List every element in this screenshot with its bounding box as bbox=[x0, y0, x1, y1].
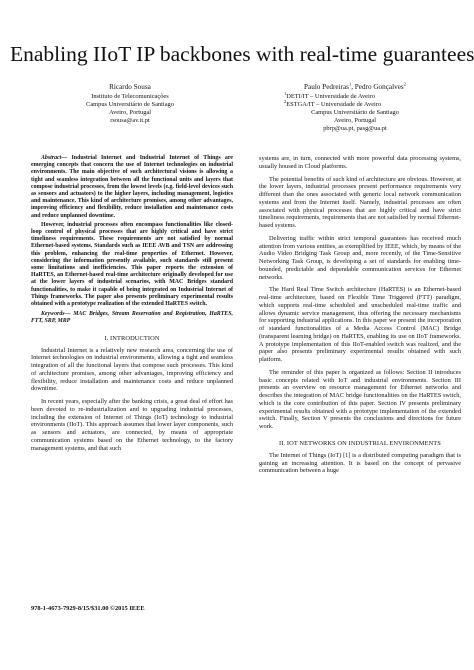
body-paragraph: The potential benefits of such kind of architecture are obvious. However, at the lower layers, industrial processes present performance requirements very different than the ones associated with generic local network communication systems and from the Internet itself. Namely, industrial processes are often associated with physical processes that are highly critical and have strict timeliness requirements, requirements that are not satisfied by normal Ethernet-based systems. bbox=[259, 175, 461, 229]
keywords-lead: Keywords— bbox=[41, 311, 71, 318]
affiliation-marker: 2 bbox=[403, 81, 406, 87]
author-name: Pedro Gonçalves bbox=[354, 83, 404, 91]
affiliation-text: ESTGA/IT – Universidade de Aveiro bbox=[286, 101, 382, 108]
abstract-lead: Abstract— bbox=[41, 155, 68, 161]
body-paragraph: Industrial Internet is a relatively new research area, concerning the use of Internet technologies on industrial environments, allowing a tight and seamless integration of all the functional layers that compose such processes. This kind of architecture promises, among other advantages, improving efficiency and flexibility, reduce installation and maintenance costs and reduce unplanned downtime. bbox=[31, 346, 233, 393]
paper-title: Enabling IIoT IP backbones with real-time guarantees bbox=[10, 42, 474, 66]
author-block-right bbox=[270, 83, 440, 133]
abstract-paragraph: However, industrial processes often encompass functionalities like closed-loop control of physical processes that are highly critical and have strict timeliness requirements. These requirements are not satisfied by normal Ethernet-based systems. Standards such as IEEE AVB and TSN are addressing this problem, enhancing the real-time properties of Ethernet. However, considering the information presently available, such standards still present some limitations and inefficiencies. This paper reports the extension of HaRTES, an Ethernet-based real-time architecture originally developed for use at the lower layers of industrial scenarios, with MAC Bridges standard functionalities, to make it capable of being integrated on Industrial Internet of Things frameworks. The paper also presents preliminary experimental results obtained with a prototype realization of the extended HaRTES switch. bbox=[31, 221, 233, 308]
abstract-paragraph bbox=[31, 155, 233, 220]
keywords-text: MAC Bridges, Stream Reservation and Registration, HaRTES, FTT, SRP, MRP bbox=[31, 311, 233, 325]
right-column bbox=[259, 155, 461, 480]
author-names bbox=[270, 83, 440, 92]
author-name: Ricardo Sousa bbox=[109, 83, 151, 91]
section-heading: II. IOT NETWORKS ON INDUSTRIAL ENVIRONMENTS bbox=[279, 439, 441, 447]
body-paragraph: In recent years, especially after the banking crisis, a great deal of effort has been devoted to re-industrialization and to upgrading industrial processes, including the extension of Internet of Things (IoT) technology to industrial environments (IIoT). This approach assumes that lower layer components, such as sensors and actuators, are connected, by means of appropriate communication systems based on the Ethernet technology, to the factory management systems, and that such bbox=[31, 398, 233, 452]
author-email: pbrp@ua.pt, pasg@ua.pt bbox=[323, 125, 387, 132]
copyright-footer: 978-1-4673-7929-8/15/$31.00 ©2015 IEEE bbox=[31, 605, 145, 612]
affiliation-marker: 2 bbox=[284, 98, 287, 104]
affiliation-line bbox=[270, 90, 440, 101]
left-column bbox=[31, 155, 233, 457]
body-paragraph: systems are, in turn, connected with more powerful data processing systems, usually housed in Cloud platforms. bbox=[259, 155, 461, 170]
author-block-left bbox=[64, 83, 196, 125]
body-paragraph: The Hard Real Time Switch architecture (HaRTES) is an Ethernet-based real-time architecture, based on Flexible Time Triggered (FTT) paradigm, which supports real-time scheduled and unscheduled real-time traffic and allows dynamic service management, thus offering the necessary mechanisms for supporting industrial applications. In this paper we present the incorporation of standard functionalities of a Media Access Control (MAC) Bridge (transparent learning bridge) on HaRTES, enabling its use on IIoT frameworks. A prototype implementation of this IIoT-enabled switch was realized, and the paper also presents preliminary experimental results obtained with such platform. bbox=[259, 286, 461, 363]
affiliation-line: Campus Universitário de Santiago bbox=[311, 109, 399, 116]
affiliation-line: Campus Universitário de Santiago bbox=[86, 101, 174, 108]
author-name: Paulo Pedreiras bbox=[304, 83, 349, 91]
affiliation-marker: 1 bbox=[348, 81, 352, 87]
affiliation-line: Aveiro, Portugal bbox=[333, 117, 377, 124]
affiliation-line bbox=[270, 98, 440, 109]
body-paragraph: The reminder of this paper is organized as follows: Section II introduces basic concepts related with IoT and industrial environments. Section III presents an overview on resource management for Ethernet networks and describes the integration of MAC bridge functionalities on the HaRTES switch, which is the core contribution of this paper. Section IV presents preliminary experimental results obtained with a prototype implementation of the extended switch. Finally, Section V presents the conclusions and directions for future work. bbox=[259, 368, 461, 430]
abstract-text: Industrial Internet and Industrial Internet of Things are emerging concepts that concern the use of Internet technologies on industrial environments. The main objective of such architectural visions is allowing a tight and seamless integration between all the functional units and layers that compose industrial processes, from the lowest levels (e.g. field-level devices such as sensors and actuators) to the higher layers, including management, logistics and maintenance. This kind of architecture promises, among other advantages, improving efficiency and flexibility, reduce installation and maintenance costs and reduce unplanned downtime. bbox=[31, 155, 233, 219]
affiliation-line: Aveiro, Portugal bbox=[108, 109, 152, 116]
keywords-paragraph bbox=[31, 311, 233, 325]
author-email: rsousa@av.it.pt bbox=[110, 117, 150, 124]
author-separator: , bbox=[351, 83, 355, 91]
affiliation-text: DETI/IT – Universidade de Aveiro bbox=[286, 93, 376, 100]
body-paragraph: The Internet of Things (IoT) [1] is a distributed computing paradigm that is gaining an increasing attention. It is based on the concept of pervasive communication between a huge bbox=[259, 451, 461, 475]
body-paragraph: Delivering traffic within strict temporal guarantees has received much attention from various entities, as exemplified by IEEE, which, by means of the Audio Video Bridging Task Group and, more recently, of the Time-Sensitive Networking Task Group, is developing a set of standards for enabling time-bounded, predictable and dependable communication services for Ethernet networks. bbox=[259, 234, 461, 281]
affiliation-marker: 1 bbox=[284, 90, 287, 96]
section-heading: I. INTRODUCTION bbox=[104, 334, 160, 342]
affiliation-line: Instituto de Telecomunicações bbox=[91, 93, 169, 100]
